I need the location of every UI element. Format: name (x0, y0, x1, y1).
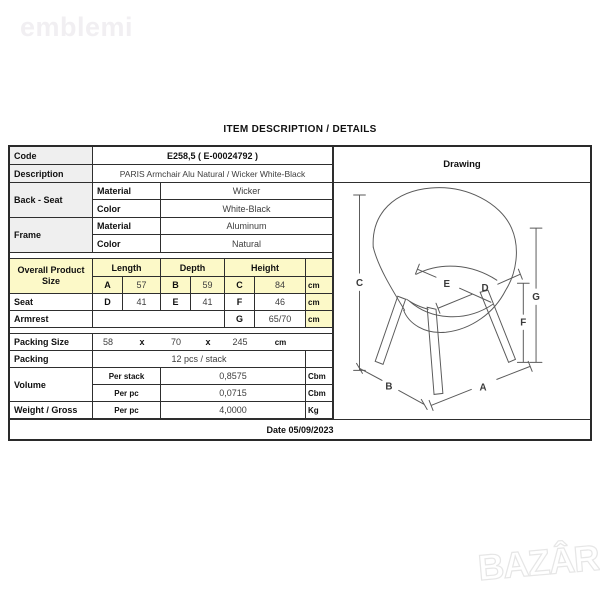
packing-size-unit: cm (274, 337, 287, 347)
frame-material-value: Aluminum (161, 218, 333, 235)
volume-label: Volume (10, 368, 93, 402)
depth-header: Depth (161, 259, 225, 277)
armrest-label: Armrest (10, 311, 93, 328)
dim-g-value: 65/70 (255, 311, 306, 328)
dim-f-value: 46 (255, 294, 306, 311)
chair-leg-joint (407, 299, 429, 309)
chair-leg-right (480, 290, 515, 362)
volume-per-stack-value: 0,8575 (161, 368, 306, 385)
drawing-header: Drawing (334, 147, 590, 183)
watermark-emblemi: emblemi (20, 12, 134, 42)
back-seat-color-label: Color (93, 200, 161, 218)
packing-value: 12 pcs / stack (93, 351, 306, 368)
volume-per-pc-label: Per pc (93, 385, 161, 402)
dim-label-e: E (443, 278, 451, 290)
table-top-area (10, 147, 590, 419)
back-seat-color-value: White-Black (161, 200, 333, 218)
packing-size-v1: 58 (102, 337, 113, 347)
dim-label-c: C (355, 277, 364, 289)
code-label: Code (10, 147, 93, 165)
chair-sketch (334, 183, 590, 419)
dim-c-letter: C (225, 277, 255, 294)
spec-sheet-table (8, 145, 592, 441)
description-value: PARIS Armchair Alu Natural / Wicker White-Black (93, 165, 333, 183)
dim-e-value: 41 (191, 294, 225, 311)
drawing-panel (333, 147, 590, 419)
spec-grid (10, 147, 333, 419)
dim-g-letter: G (225, 311, 255, 328)
dim-d-value: 41 (123, 294, 161, 311)
packing-label: Packing (10, 351, 93, 368)
dim-e-letter: E (161, 294, 191, 311)
back-seat-material-value: Wicker (161, 183, 333, 200)
packing-size-v2: 70 (170, 337, 181, 347)
dim-label-a: A (479, 381, 487, 393)
weight-label: Weight / Gross (10, 402, 93, 419)
volume-per-stack-label: Per stack (93, 368, 161, 385)
chair-leg-left (375, 296, 405, 364)
height-header: Height (225, 259, 306, 277)
date-row: Date 05/09/2023 (10, 419, 590, 439)
weight-value: 4,0000 (161, 402, 306, 419)
overall-unit: cm (306, 277, 333, 294)
dim-a-value: 57 (123, 277, 161, 294)
armrest-unit: cm (306, 311, 333, 328)
chair-seat-back-edge (416, 266, 496, 280)
unit-header-cell (306, 259, 333, 277)
packing-unit-empty (306, 351, 333, 368)
packing-size-value (93, 334, 333, 351)
overall-size-label: Overall Product Size (10, 259, 93, 294)
chair-leg-front (427, 307, 443, 394)
length-header: Length (93, 259, 161, 277)
weight-sub-label: Per pc (93, 402, 161, 419)
volume-per-stack-unit: Cbm (306, 368, 333, 385)
packing-size-x1: x (139, 337, 145, 347)
dim-f-letter: F (225, 294, 255, 311)
armrest-empty-cell (93, 311, 225, 328)
frame-material-label: Material (93, 218, 161, 235)
dim-b-letter: B (161, 277, 191, 294)
volume-per-pc-unit: Cbm (306, 385, 333, 402)
dim-label-b: B (385, 380, 393, 392)
weight-unit: Kg (306, 402, 333, 419)
frame-color-label: Color (93, 235, 161, 253)
drawing-body (334, 183, 590, 419)
packing-size-label: Packing Size (10, 334, 93, 351)
back-seat-label: Back - Seat (10, 183, 93, 218)
dim-label-f: F (520, 316, 527, 328)
volume-per-pc-value: 0,0715 (161, 385, 306, 402)
chair-seat-front-edge (410, 301, 493, 317)
frame-label: Frame (10, 218, 93, 253)
back-seat-material-label: Material (93, 183, 161, 200)
dim-c-value: 84 (255, 277, 306, 294)
seat-label: Seat (10, 294, 93, 311)
description-label: Description (10, 165, 93, 183)
packing-size-v3: 245 (232, 337, 248, 347)
dim-label-d: D (481, 282, 489, 294)
dim-d-letter: D (93, 294, 123, 311)
seat-unit: cm (306, 294, 333, 311)
packing-size-x2: x (205, 337, 211, 347)
watermark-bazar: BAZÂR (476, 536, 600, 589)
frame-color-value: Natural (161, 235, 333, 253)
dim-label-g: G (532, 291, 540, 303)
code-value: E258,5 ( E-00024792 ) (93, 147, 333, 165)
dim-line-d (436, 269, 522, 313)
dim-b-value: 59 (191, 277, 225, 294)
page-title: ITEM DESCRIPTION / DETAILS (223, 124, 377, 135)
dim-a-letter: A (93, 277, 123, 294)
